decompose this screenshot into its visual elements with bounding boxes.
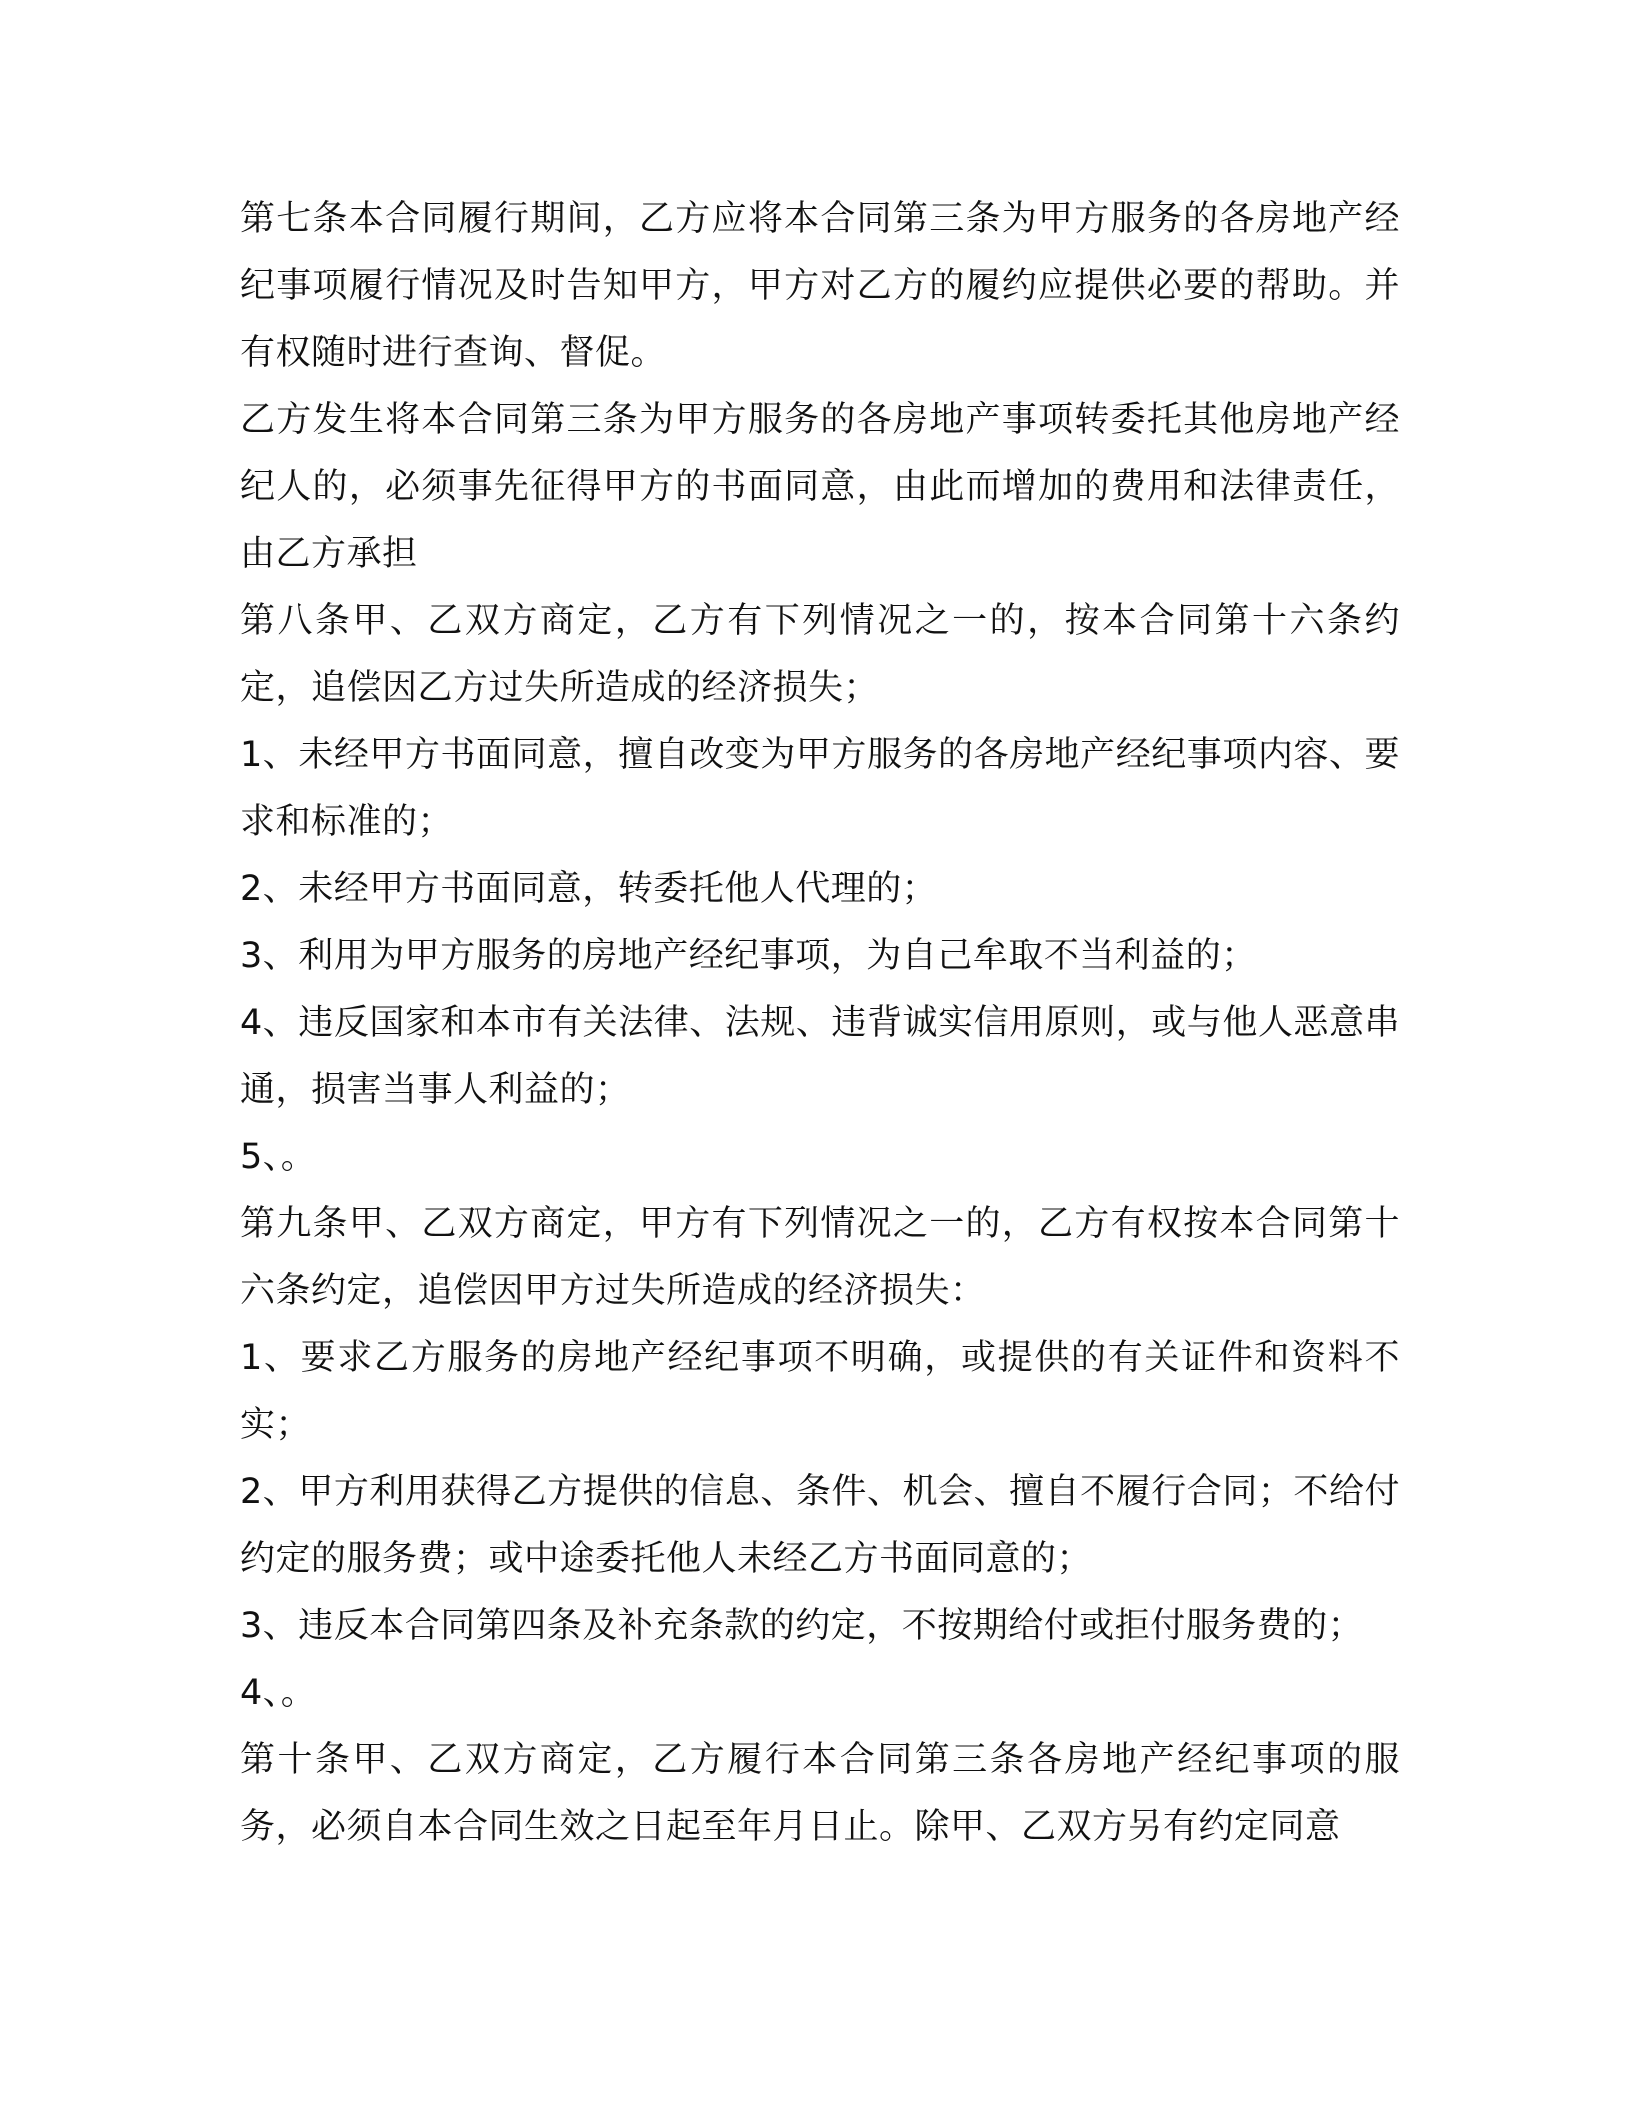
paragraph-article-9-item-1: 1、要求乙方服务的房地产经纪事项不明确，或提供的有关证件和资料不实； <box>240 1338 1400 1445</box>
paragraph-subcontract-clause: 乙方发生将本合同第三条为甲方服务的各房地产事项转委托其他房地产经纪人的，必须事先征得甲方的书面同意，由此而增加的费用和法律责任，由乙方承担 <box>240 400 1400 574</box>
paragraph-article-8-item-2: 2、未经甲方书面同意，转委托他人代理的； <box>240 869 938 909</box>
paragraph-article-9-item-4: 4、。 <box>240 1673 317 1713</box>
paragraph-article-7: 第七条本合同履行期间，乙方应将本合同第三条为甲方服务的各房地产经纪事项履行情况及时告知甲方，甲方对乙方的履约应提供必要的帮助。并有权随时进行查询、督促。 <box>240 199 1400 373</box>
paragraph-article-8-item-5: 5、。 <box>240 1137 317 1177</box>
document-body <box>240 186 1400 1861</box>
paragraph-article-9: 第九条甲、乙双方商定，甲方有下列情况之一的，乙方有权按本合同第十六条约定，追偿因甲方过失所造成的经济损失： <box>240 1204 1400 1311</box>
paragraph-article-9-item-3: 3、违反本合同第四条及补充条款的约定，不按期给付或拒付服务费的； <box>240 1606 1364 1646</box>
paragraph-article-8-item-4: 4、违反国家和本市有关法律、法规、违背诚实信用原则，或与他人恶意串通，损害当事人利益的； <box>240 1003 1400 1110</box>
paragraph-article-9-item-2: 2、甲方利用获得乙方提供的信息、条件、机会、擅自不履行合同；不给付约定的服务费；或中途委托他人未经乙方书面同意的； <box>240 1472 1400 1579</box>
paragraph-article-8: 第八条甲、乙双方商定，乙方有下列情况之一的，按本合同第十六条约定，追偿因乙方过失所造成的经济损失； <box>240 601 1400 708</box>
paragraph-article-8-item-3: 3、利用为甲方服务的房地产经纪事项，为自己牟取不当利益的； <box>240 936 1257 976</box>
paragraph-article-8-item-1: 1、未经甲方书面同意，擅自改变为甲方服务的各房地产经纪事项内容、要求和标准的； <box>240 735 1400 842</box>
paragraph-article-10: 第十条甲、乙双方商定，乙方履行本合同第三条各房地产经纪事项的服务，必须自本合同生效之日起至年月日止。除甲、乙双方另有约定同意 <box>240 1740 1400 1847</box>
